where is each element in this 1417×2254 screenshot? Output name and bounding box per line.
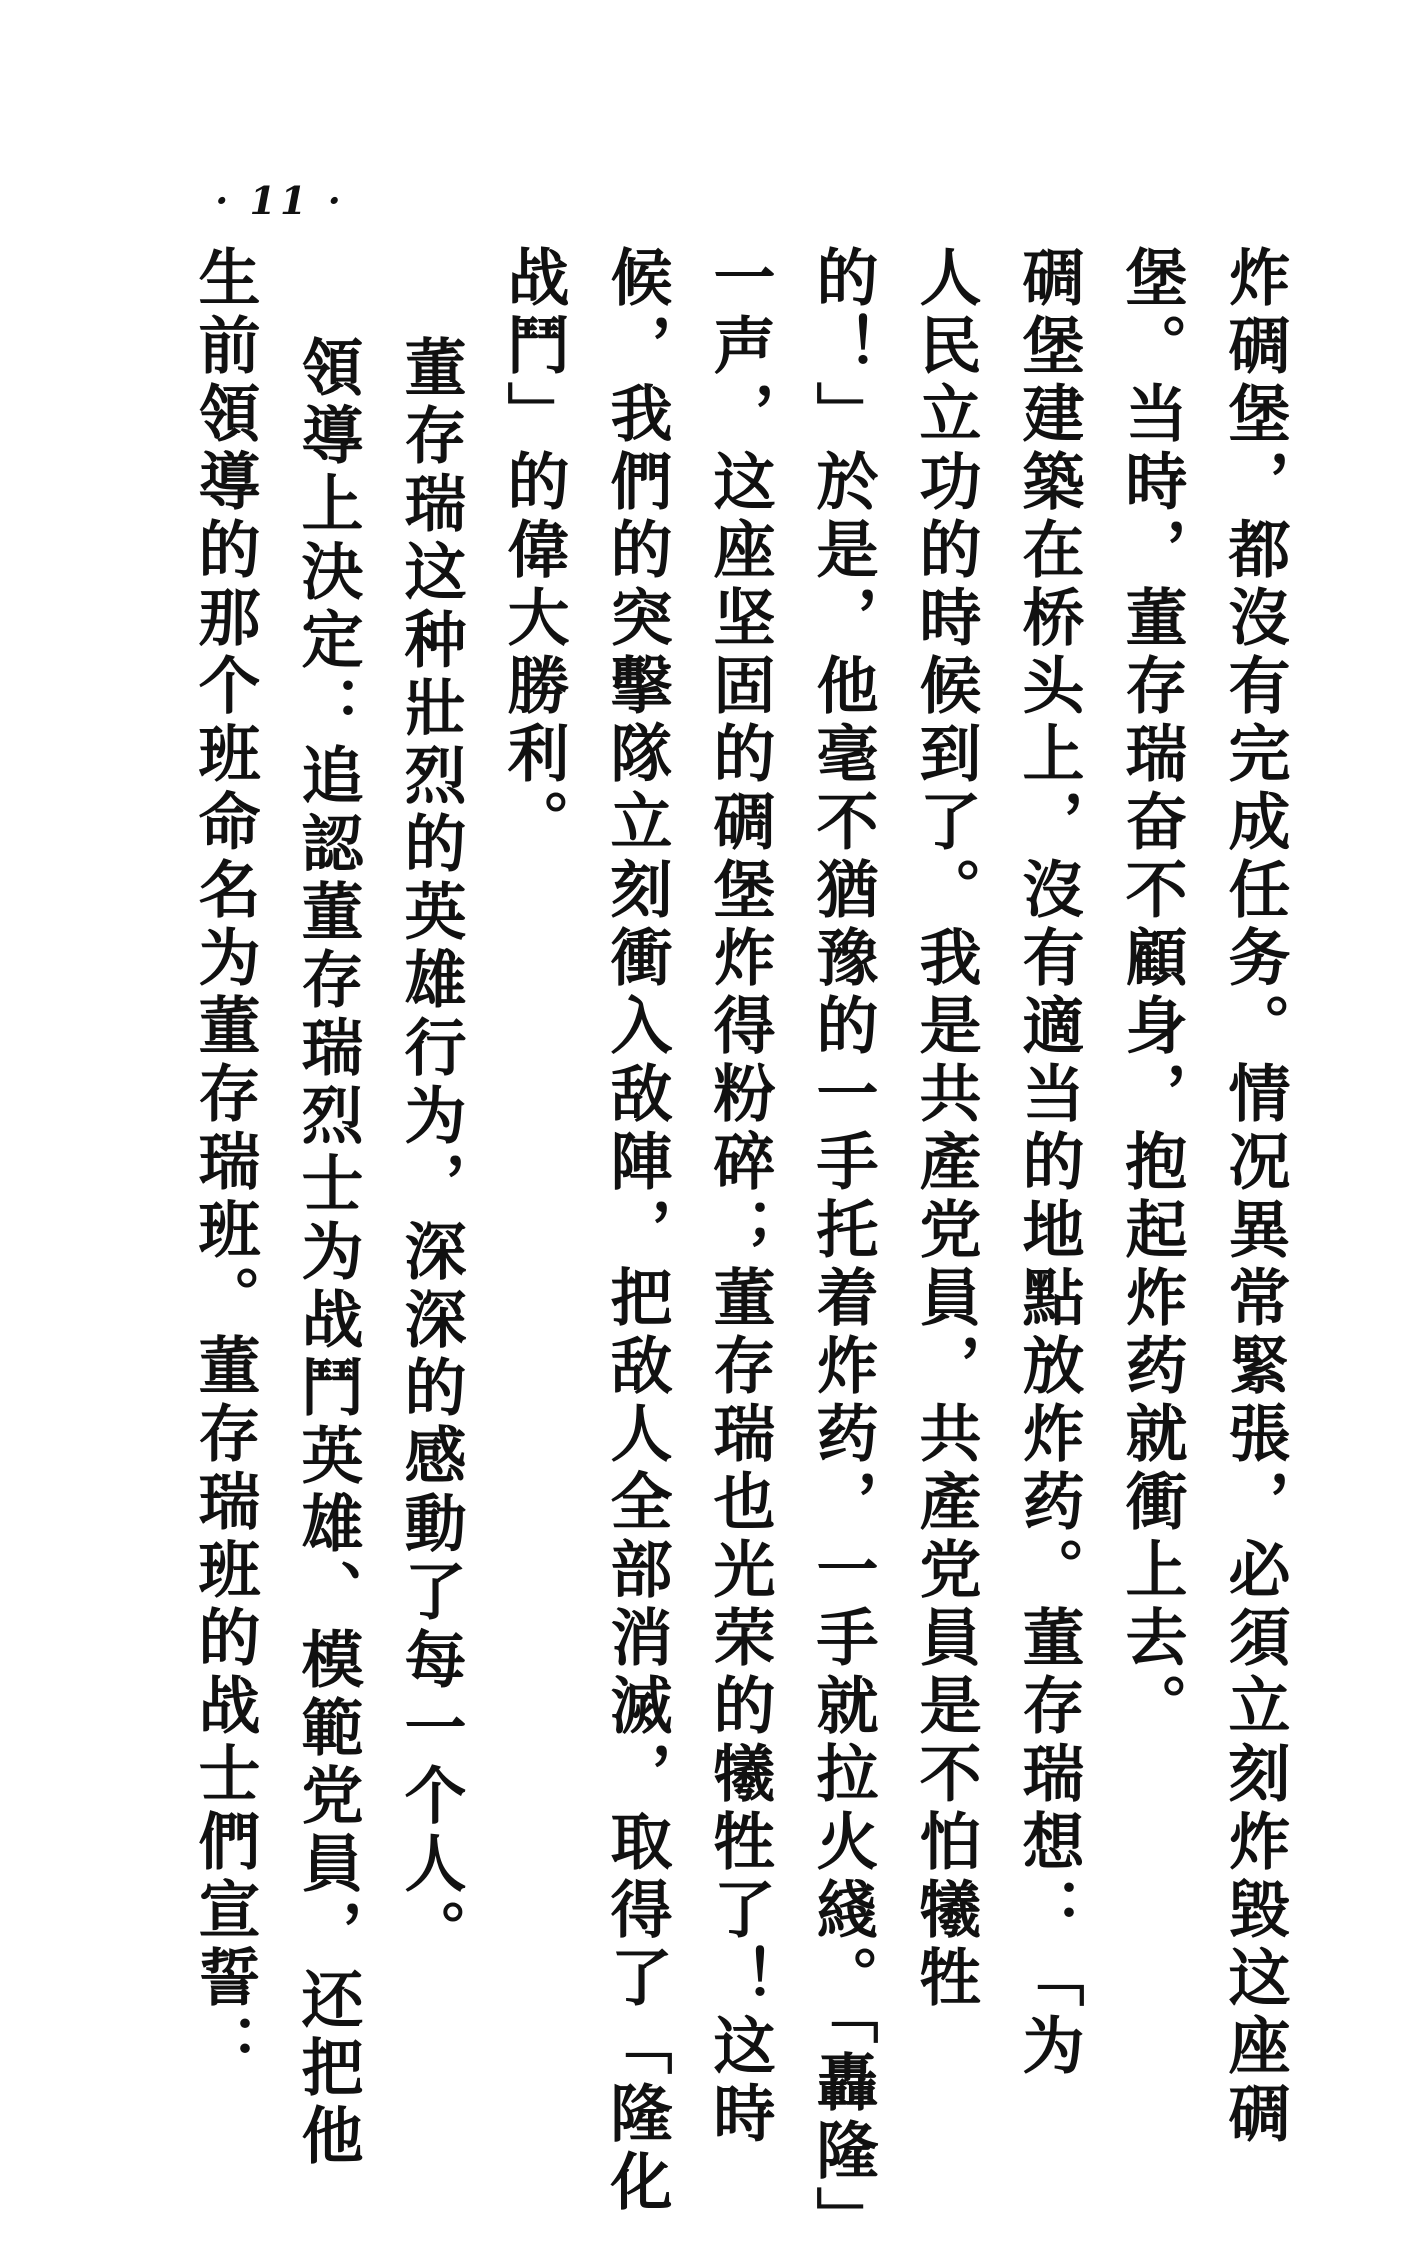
- text-column: 人民立功的時候到了。我是共產党員，共產党員是不怕犧牲: [909, 245, 982, 2013]
- page-number: · 11 ·: [215, 178, 345, 223]
- vertical-text-body: [130, 245, 1291, 2254]
- text-column: 战鬥」的偉大勝利。: [497, 245, 570, 857]
- text-column: 一声，这座坚固的碉堡炸得粉碎；董存瑞也光荣的犧牲了！这時: [703, 245, 776, 2149]
- text-column: 堡。当時，董存瑞奋不顧身，抱起炸药就衝上去。: [1115, 245, 1188, 1741]
- text-column: 炸碉堡，都沒有完成任务。情况異常緊張，必須立刻炸毀这座碉: [1218, 245, 1291, 2149]
- text-column: 的！」於是，他毫不猶豫的一手托着炸药，一手就拉火綫。「轟隆」: [806, 245, 879, 2254]
- text-column: 董存瑞这种壯烈的英雄行为，深深的感動了每一个人。: [394, 335, 467, 1967]
- text-column: 候，我們的突擊隊立刻衝入敌陣，把敌人全部消滅，取得了「隆化: [600, 245, 673, 2217]
- text-column: 生前領導的那个班命名为董存瑞班。董存瑞班的战士們宣誓：: [188, 245, 261, 2081]
- text-column: 碉堡建築在桥头上，沒有適当的地點放炸药。董存瑞想：「为: [1012, 245, 1085, 2081]
- text-column: 領導上決定：追認董存瑞烈士为战鬥英雄、模範党員，还把他: [291, 335, 364, 2171]
